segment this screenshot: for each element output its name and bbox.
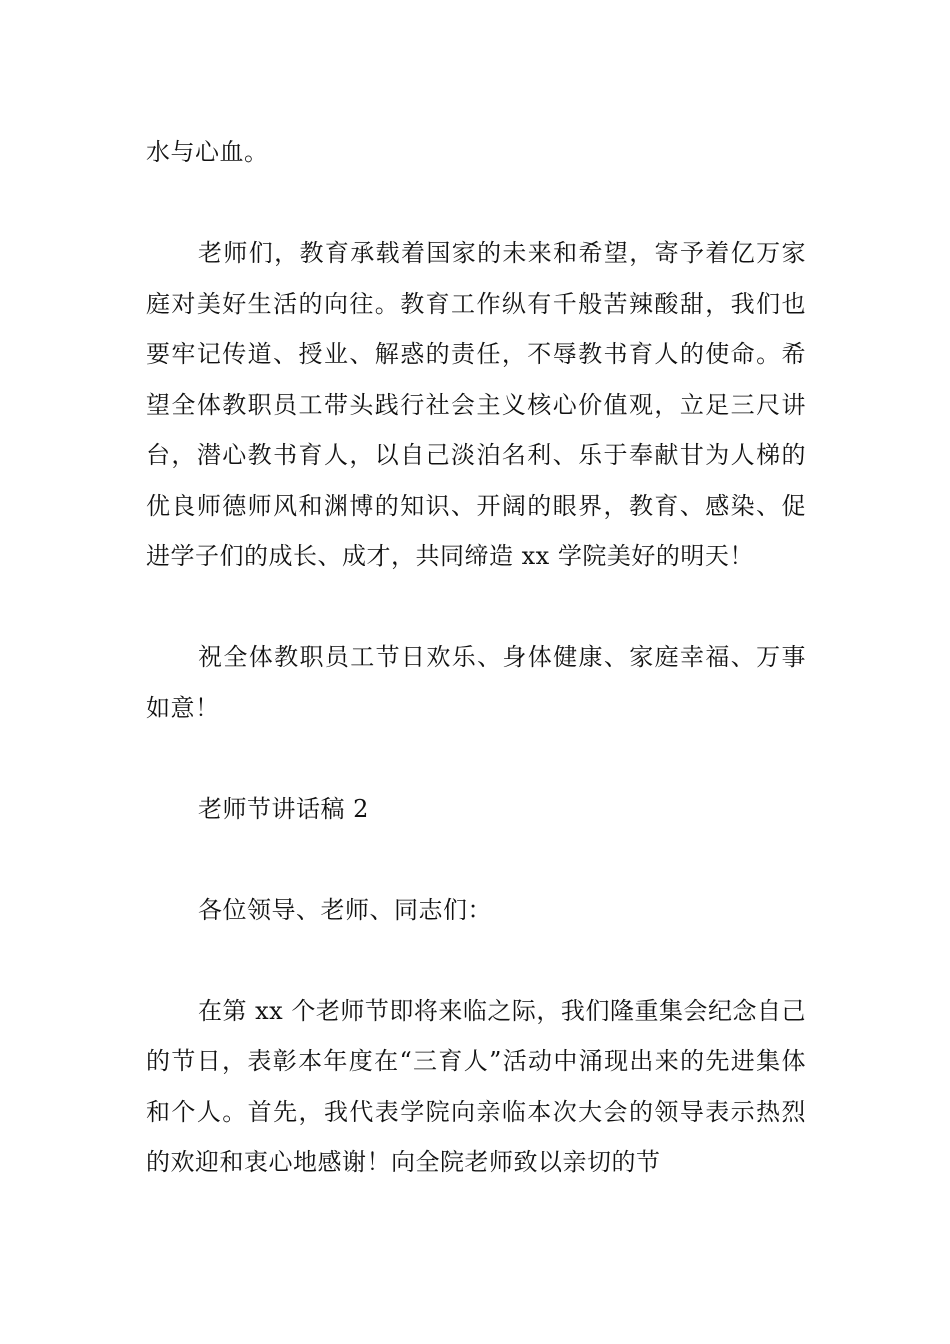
document-body bbox=[146, 127, 806, 1188]
salutation: 各位领导、老师、同志们： bbox=[198, 895, 492, 924]
paragraph-opening: 在第 xx 个老师节即将来临之际，我们隆重集会纪念自己的节日，表彰本年度在“三育人”活动中涌现出来的先进集体和个人。首先，我代表学院向亲临本次大会的领导表示热烈的欢迎和衷心地感谢！向全院老师致以亲切的节 bbox=[146, 996, 806, 1176]
section-heading: 老师节讲话稿 2 bbox=[198, 794, 369, 823]
paragraph-education-mission: 老师们，教育承载着国家的未来和希望，寄予着亿万家庭对美好生活的向往。教育工作纵有千般苦辣酸甜，我们也要牢记传道、授业、解惑的责任，不辱教书育人的使命。希望全体教职员工带头践行社会主义核心价值观，立足三尺讲台，潜心教书育人，以自己淡泊名利、乐于奉献甘为人梯的优良师德师风和渊博的知识、开阔的眼界，教育、感染、促进学子们的成长、成才，共同缔造 xx 学院美好的明天！ bbox=[146, 239, 806, 570]
paragraph-continuation: 水与心血。 bbox=[146, 138, 269, 166]
paragraph-holiday-wishes: 祝全体教职员工节日欢乐、身体健康、家庭幸福、万事如意！ bbox=[146, 643, 806, 722]
